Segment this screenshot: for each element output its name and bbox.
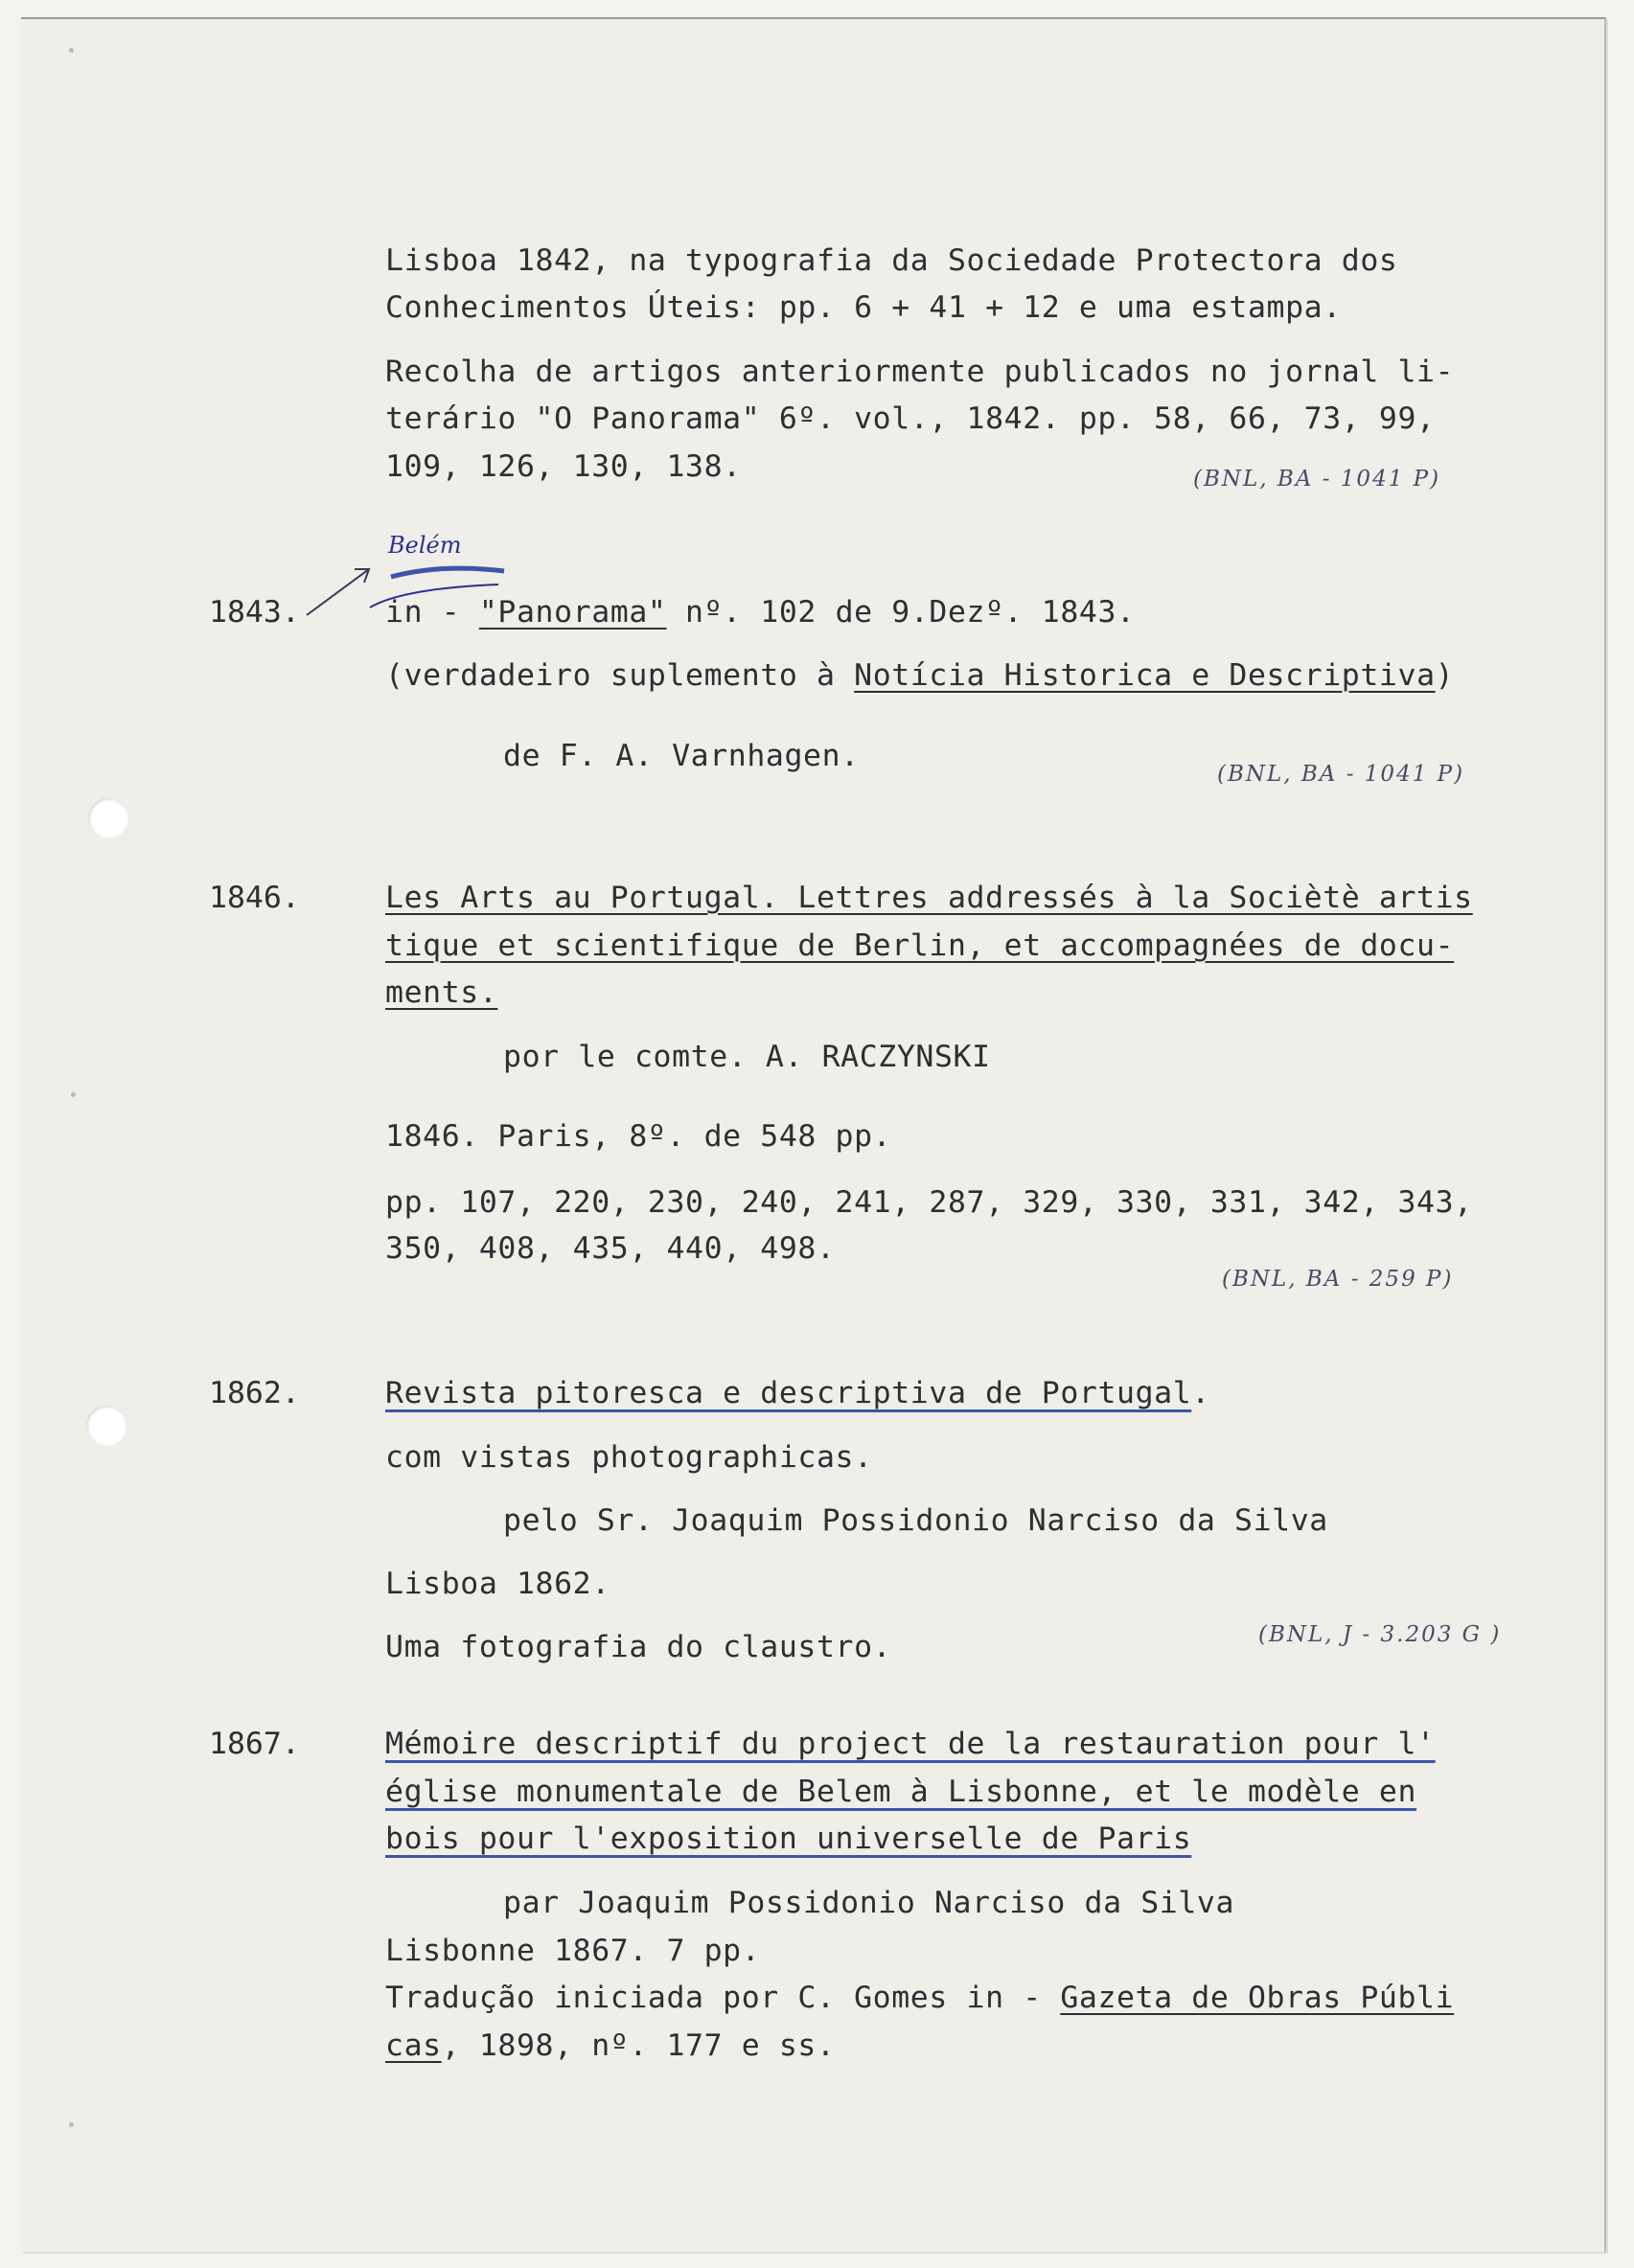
entry-author: por le comte. A. RACZYNSKI [503,1040,991,1074]
paper-speck [69,2122,74,2127]
paper-speck [71,1092,76,1097]
entry-1843-line: in - "Panorama" nº. 102 de 9.Dezº. 1843. [385,595,1136,630]
entry-title-line: ments. [385,975,498,1010]
entry-title-line: Revista pitoresca e descriptiva de Portugal. [385,1376,1210,1410]
shelfmark-note: (BNL, BA - 1041 P) [1193,467,1441,492]
entry-translation: cas, 1898, nº. 177 e ss. [385,2028,836,2063]
entry-imprint: 1846. Paris, 8º. de 548 pp. [385,1119,892,1154]
entry-author: pelo Sr. Joaquim Possidonio Narciso da Silva [503,1503,1328,1538]
punch-hole-bottom [86,1406,127,1446]
entry-1842-line: Conhecimentos Úteis: pp. 6 + 41 + 12 e uma estampa. [385,290,1342,325]
entry-pages: pp. 107, 220, 230, 240, 241, 287, 329, 330, 331, 342, 343, [385,1185,1473,1220]
shelfmark-note: (BNL, BA - 259 P) [1222,1267,1454,1292]
entry-year: 1862. [209,1376,300,1410]
entry-1842-line: terário "O Panorama" 6º. vol., 1842. pp. 58, 66, 73, 99, [385,401,1436,436]
entry-pages: 350, 408, 435, 440, 498. [385,1231,836,1266]
entry-title-line: tique et scientifique de Berlin, et accompagnées de docu- [385,928,1455,963]
entry-1842-line: Lisboa 1842, na typografia da Sociedade Protectora dos [385,243,1398,278]
entry-imprint: Lisboa 1862. [385,1567,610,1601]
entry-author: par Joaquim Possidonio Narciso da Silva [503,1886,1235,1920]
entry-year: 1843. [209,595,300,630]
entry-1842-line: 109, 126, 130, 138. [385,449,742,484]
handwritten-annotation: Belém [388,532,462,559]
paper-speck [69,48,74,53]
entry-year: 1867. [209,1727,300,1761]
entry-title-line: église monumentale de Belem à Lisbonne, et le modèle en [385,1775,1417,1809]
entry-translation: Tradução iniciada por C. Gomes in - Gazeta de Obras Públi [385,1981,1455,2015]
punch-hole-top [88,798,128,838]
entry-1843-line: de F. A. Varnhagen. [503,739,860,773]
entry-note: Uma fotografia do claustro. [385,1630,892,1664]
entry-title-line: Les Arts au Portugal. Lettres addressés à la Sociètè artis [385,881,1473,915]
entry-1842-line: Recolha de artigos anteriormente publicados no jornal li- [385,355,1455,389]
entry-title-line: Mémoire descriptif du project de la restauration pour l' [385,1727,1436,1761]
entry-title-line: bois pour l'exposition universelle de Paris [385,1821,1192,1856]
entry-year: 1846. [209,881,300,915]
entry-1843-line: (verdadeiro suplemento à Notícia Historica e Descriptiva) [385,658,1455,693]
shelfmark-note: (BNL, BA - 1041 P) [1217,762,1465,787]
entry-imprint: Lisbonne 1867. 7 pp. [385,1934,761,1968]
entry-subtitle: com vistas photographicas. [385,1440,873,1475]
shelfmark-note: (BNL, J - 3.203 G ) [1258,1622,1502,1647]
